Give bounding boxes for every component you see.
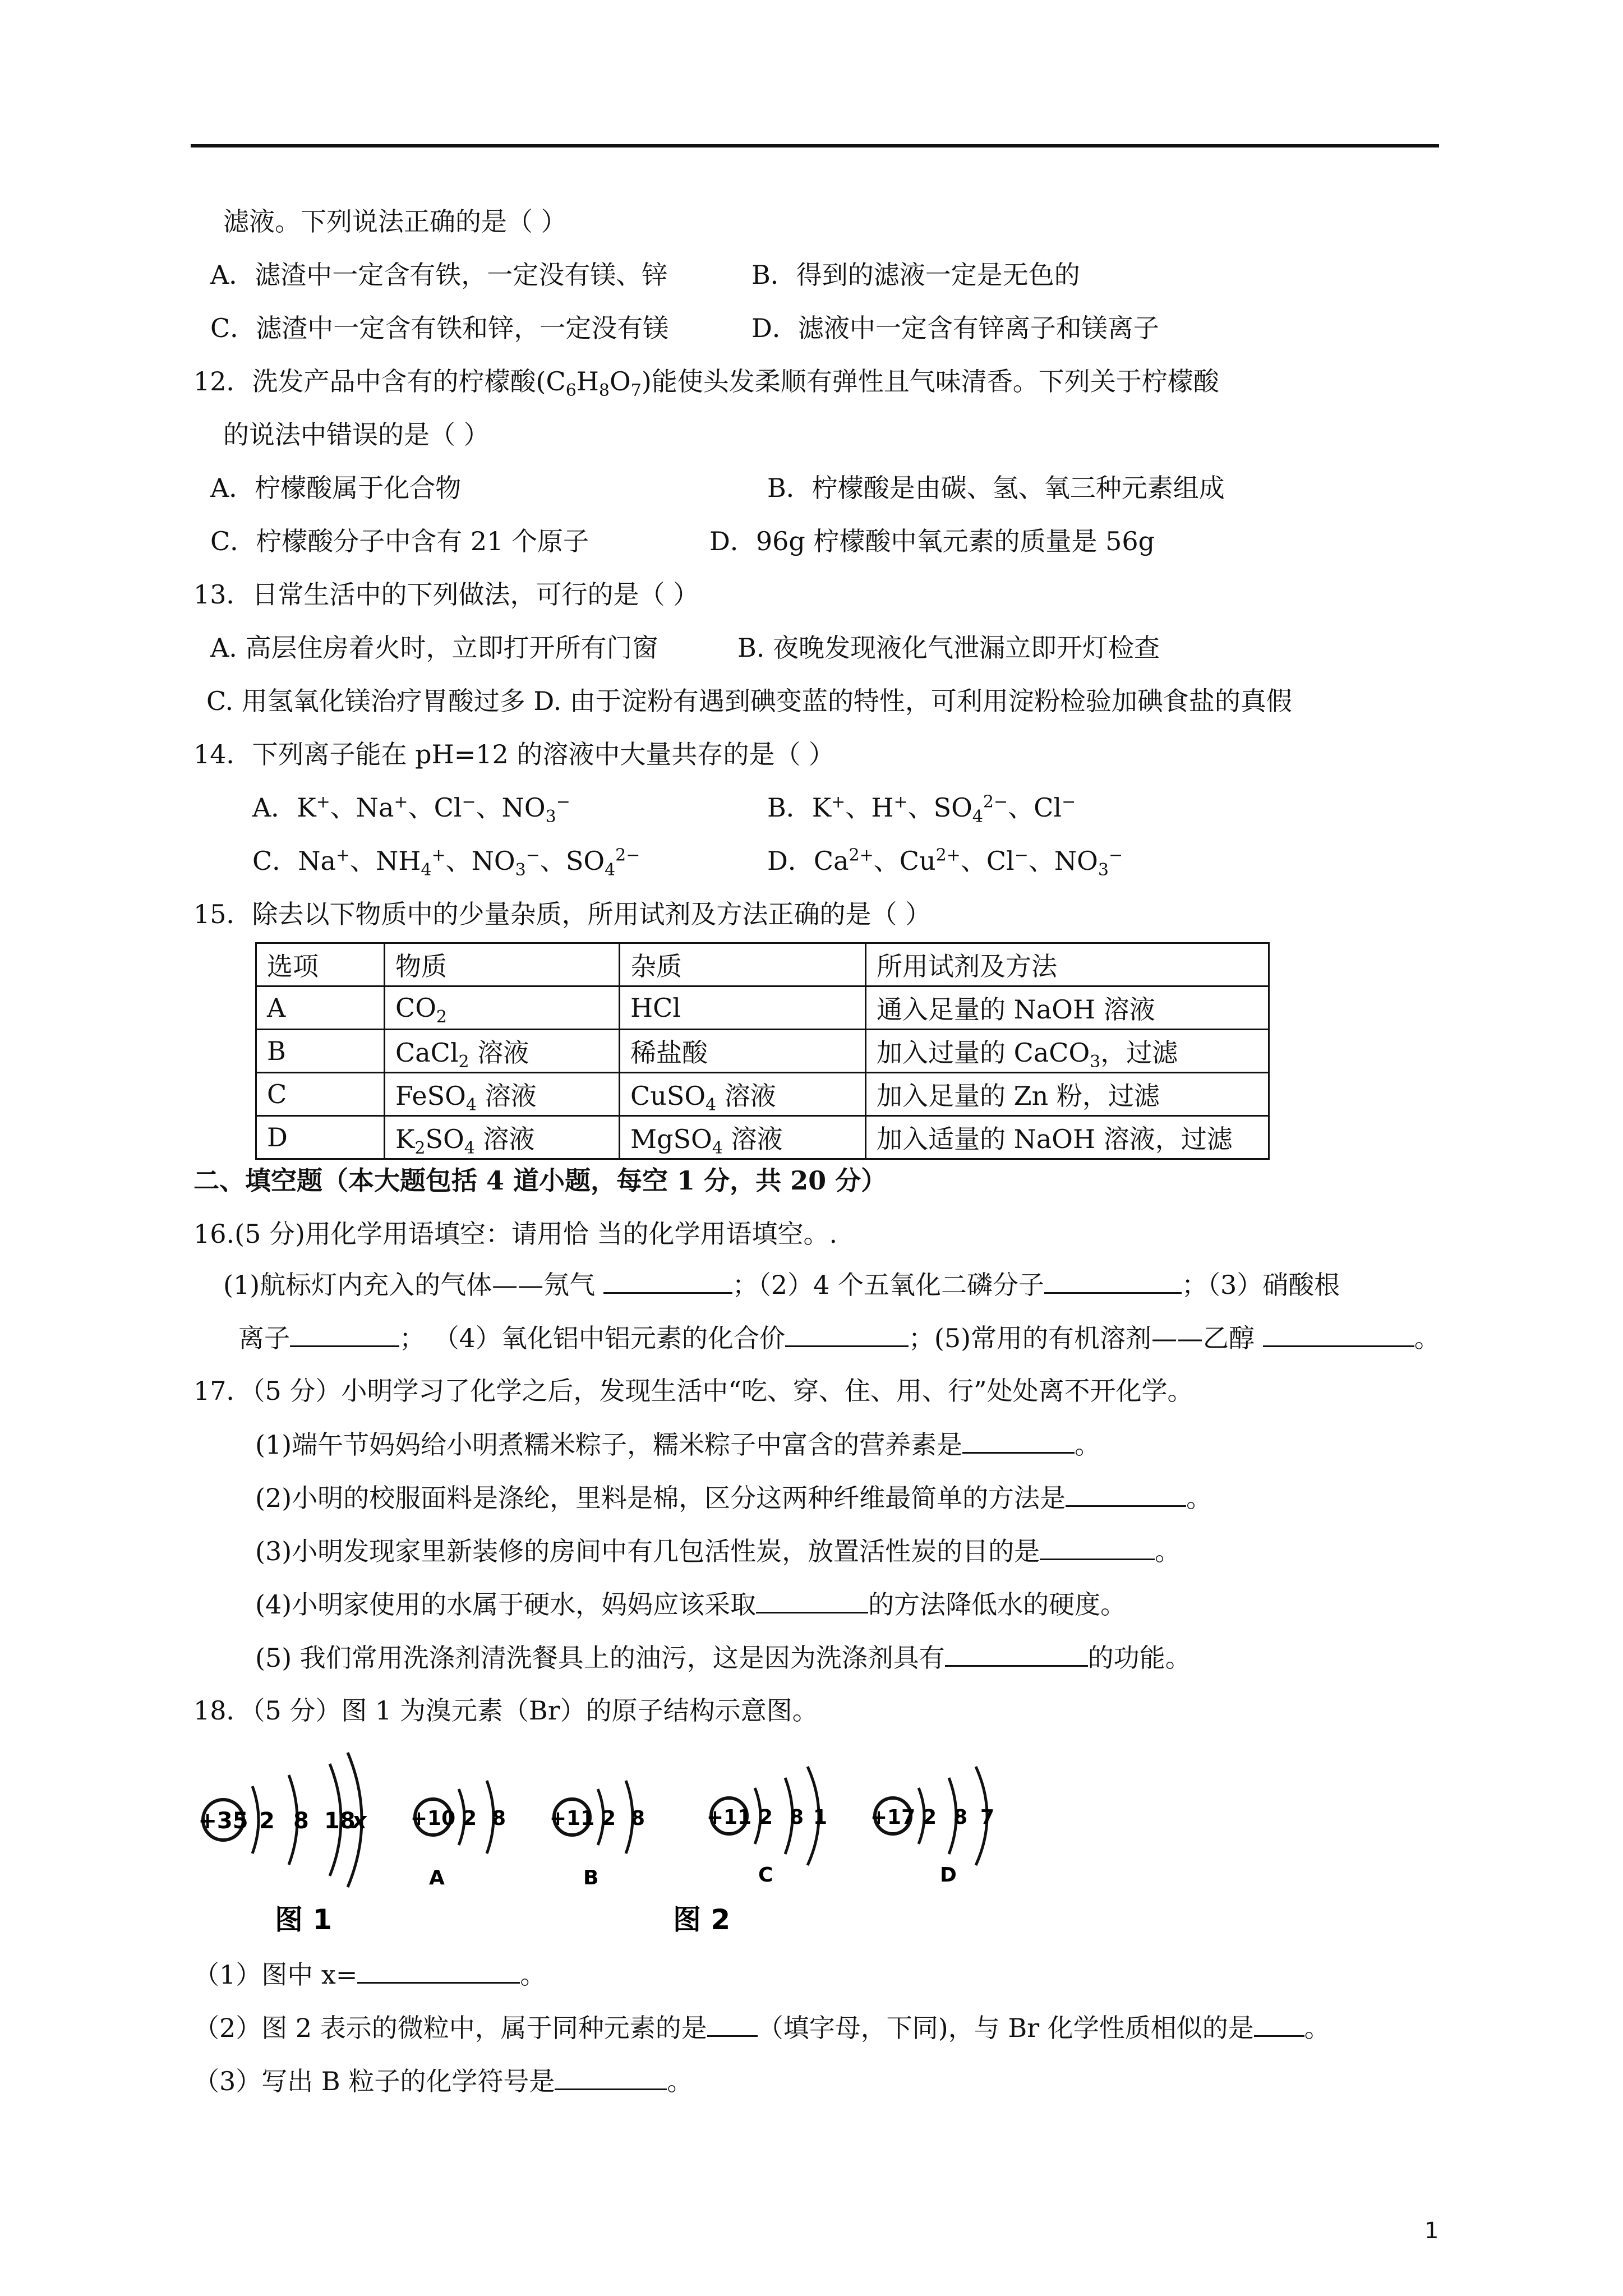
shell-electrons: 2 (259, 1808, 275, 1834)
q14-option-b: B．K+、H+、$SO_4^{2-}$、Cl− (767, 792, 1076, 827)
shell-electrons: 8 (953, 1806, 968, 1829)
shell-electrons: 8 (631, 1807, 645, 1830)
nucleus-charge: +35 (198, 1808, 248, 1834)
page-number: 1 (1424, 2218, 1439, 2244)
table-cell: FeSO$_4$ 溶液 (385, 1073, 620, 1116)
atom-structure-figures (191, 1727, 1054, 1935)
answer-blank[interactable] (290, 1321, 399, 1347)
q14-stem: 14．下列离子能在 pH=12 的溶液中大量共存的是（ ） (193, 739, 835, 769)
shell-electrons: 8 (492, 1807, 506, 1830)
q14-option-a: A．K+、Na+、Cl−、$NO_3^-$ (252, 792, 570, 827)
shell-electrons: 8 (293, 1808, 309, 1834)
table-row (256, 1116, 1269, 1159)
answer-blank[interactable] (1040, 1534, 1155, 1560)
shell-electrons: 2 (602, 1807, 616, 1830)
table-cell: CuSO$_4$ 溶液 (620, 1073, 866, 1116)
shell-electrons: 2 (923, 1806, 937, 1829)
answer-blank[interactable] (962, 1427, 1075, 1454)
answer-blank[interactable] (945, 1640, 1088, 1667)
table-header-cell: 所用试剂及方法 (866, 943, 1269, 986)
table-cell: A (256, 986, 385, 1030)
q15-table (255, 942, 1270, 1160)
q16-line2: 离子 ； （4）氧化铝中铝元素的化合价 ；(5)常用的有机溶剂——乙醇 。 (238, 1321, 1440, 1355)
answer-blank[interactable] (1254, 2011, 1304, 2037)
q14-option-d: D．$Ca^{2+}$、$Cu^{2+}$、Cl−、$NO_3^-$ (767, 845, 1123, 880)
atom-label: C (758, 1864, 773, 1887)
br-atom-diagram (198, 1753, 367, 1887)
q13-option-cd: C. 用氢氧化镁治疗胃酸过多 D. 由于淀粉有遇到碘变蓝的特性，可利用淀粉检验加碘食盐的真假 (206, 686, 1292, 716)
table-cell: B (256, 1030, 385, 1073)
q11-option-d: D．滤液中一定含有锌离子和镁离子 (751, 313, 1159, 343)
electron-shell (252, 1786, 259, 1854)
answer-blank[interactable] (1263, 1321, 1414, 1347)
table-header-row (256, 943, 1269, 986)
q18-part2: （2）图 2 表示的微粒中，属于同种元素的是 （填字母，下同)，与 Br 化学性质相似的是 。 (193, 2011, 1330, 2045)
answer-blank[interactable] (785, 1321, 909, 1347)
q14-option-c: C．Na+、$NH_4^+$、$NO_3^-$、$SO_4^{2-}$ (252, 845, 640, 880)
q12-stem-cont: 的说法中错误的是（ ） (223, 419, 490, 450)
table-header-cell: 物质 (385, 943, 620, 986)
atom-b-diagram (550, 1781, 645, 1889)
q12-stem: 12．洗发产品中含有的柠檬酸$(C_6H_8O_7)$能使头发柔顺有弹性且气味清香。下列关于柠檬酸 (193, 366, 1219, 401)
table-cell: D (256, 1116, 385, 1159)
q17-sub5: (5) 我们常用洗涤剂清洗餐具上的油污，这是因为洗涤剂具有 的功能。 (255, 1640, 1191, 1675)
q11-option-b: B．得到的滤液一定是无色的 (751, 260, 1080, 290)
table-header-cell: 杂质 (620, 943, 866, 986)
q15-stem: 15．除去以下物质中的少量杂质，所用试剂及方法正确的是（ ） (193, 899, 932, 929)
shell-electrons: 7 (980, 1806, 995, 1829)
q13-option-a: A. 高层住房着火时，立即打开所有门窗 (210, 633, 658, 663)
answer-blank[interactable] (603, 1267, 732, 1294)
table-row (256, 1030, 1269, 1073)
shell-electrons: 8 (790, 1806, 804, 1829)
table-cell: 加入适量的 NaOH 溶液，过滤 (866, 1116, 1269, 1159)
table-cell: $K_2SO_4$ 溶液 (385, 1116, 620, 1159)
table-row (256, 1073, 1269, 1116)
atom-label: B (583, 1866, 599, 1889)
table-cell: HCl (620, 986, 866, 1030)
figure2-caption: 图 2 (673, 1903, 731, 1935)
q13-stem: 13．日常生活中的下列做法，可行的是（ ） (193, 579, 699, 610)
q18-stem: 18．（5 分）图 1 为溴元素（Br）的原子结构示意图。 (193, 1695, 818, 1726)
q13-option-b: B. 夜晚发现液化气泄漏立即开灯检查 (737, 633, 1160, 663)
q12-option-b: B．柠檬酸是由碳、氢、氧三种元素组成 (767, 473, 1225, 503)
answer-blank[interactable] (1066, 1481, 1186, 1507)
atom-label: D (940, 1864, 957, 1887)
atom-c-diagram (707, 1767, 827, 1887)
q17-sub4: (4)小明家使用的水属于硬水，妈妈应该采取 的方法降低水的硬度。 (255, 1587, 1126, 1621)
answer-blank[interactable] (756, 1587, 868, 1613)
section-heading: 二、填空题（本大题包括 4 道小题，每空 1 分，共 20 分） (193, 1165, 887, 1196)
shell-electrons: 2 (759, 1806, 773, 1829)
shell-electrons: 18 (324, 1808, 356, 1834)
nucleus-charge: +11 (549, 1807, 595, 1830)
table-header-cell: 选项 (256, 943, 385, 986)
q12-option-a: A．柠檬酸属于化合物 (210, 473, 462, 503)
q17-sub1: (1)端午节妈妈给小明煮糯米粽子，糯米粽子中富含的营养素是 。 (255, 1427, 1100, 1461)
nucleus-charge: +17 (870, 1806, 916, 1829)
q18-part3: （3）写出 B 粒子的化学符号是 。 (193, 2064, 693, 2098)
q18-part1: （1）图中 x= 。 (193, 1957, 546, 1991)
q17-sub2: (2)小明的校服面料是涤纶，里料是棉，区分这两种纤维最简单的方法是 。 (255, 1481, 1212, 1515)
answer-blank[interactable] (707, 2011, 758, 2037)
q12-option-d: D．96g 柠檬酸中氧元素的质量是 56g (709, 526, 1155, 556)
q17-sub3: (3)小明发现家里新装修的房间中有几包活性炭，放置活性炭的目的是 。 (255, 1534, 1181, 1568)
q11-option-c: C．滤渣中一定含有铁和锌，一定没有镁 (210, 313, 669, 343)
shell-electrons: 2 (463, 1807, 477, 1830)
figure1-caption: 图 1 (275, 1903, 333, 1935)
table-cell: 通入足量的 NaOH 溶液 (866, 986, 1269, 1030)
atom-label: A (429, 1866, 445, 1889)
answer-blank[interactable] (1044, 1267, 1182, 1294)
atom-a-diagram (411, 1781, 506, 1889)
shell-electrons: x (352, 1808, 367, 1834)
nucleus-charge: +11 (706, 1806, 752, 1829)
nucleus-charge: +10 (410, 1807, 456, 1830)
answer-blank[interactable] (357, 1957, 520, 1984)
table-cell: 稀盐酸 (620, 1030, 866, 1073)
q11-stem-cont: 滤液。下列说法正确的是（ ） (223, 206, 567, 237)
header-rule (191, 144, 1439, 147)
table-cell: 加入过量的 CaCO$_3$，过滤 (866, 1030, 1269, 1073)
table-cell: $CO_2$ (385, 986, 620, 1030)
q16-stem: 16.(5 分)用化学用语填空：请用恰 当的化学用语填空。. (193, 1219, 838, 1249)
atom-d-diagram (870, 1767, 994, 1887)
table-row (256, 986, 1269, 1030)
q16-line1: (1)航标灯内充入的气体——氖气 ；（2）4 个五氧化二磷分子 ；（3）硝酸根 (223, 1267, 1340, 1302)
answer-blank[interactable] (555, 2064, 667, 2090)
q12-option-c: C．柠檬酸分子中含有 21 个原子 (210, 526, 589, 556)
table-cell: C (256, 1073, 385, 1116)
q17-stem: 17．（5 分）小明学习了化学之后，发现生活中“吃、穿、住、用、行”处处离不开化学。 (193, 1376, 1193, 1406)
table-cell: 加入足量的 Zn 粉，过滤 (866, 1073, 1269, 1116)
table-cell: MgSO$_4$ 溶液 (620, 1116, 866, 1159)
table-cell: CaCl$_2$ 溶液 (385, 1030, 620, 1073)
q11-option-a: A．滤渣中一定含有铁，一定没有镁、锌 (210, 260, 668, 290)
shell-electrons: 1 (813, 1806, 828, 1829)
